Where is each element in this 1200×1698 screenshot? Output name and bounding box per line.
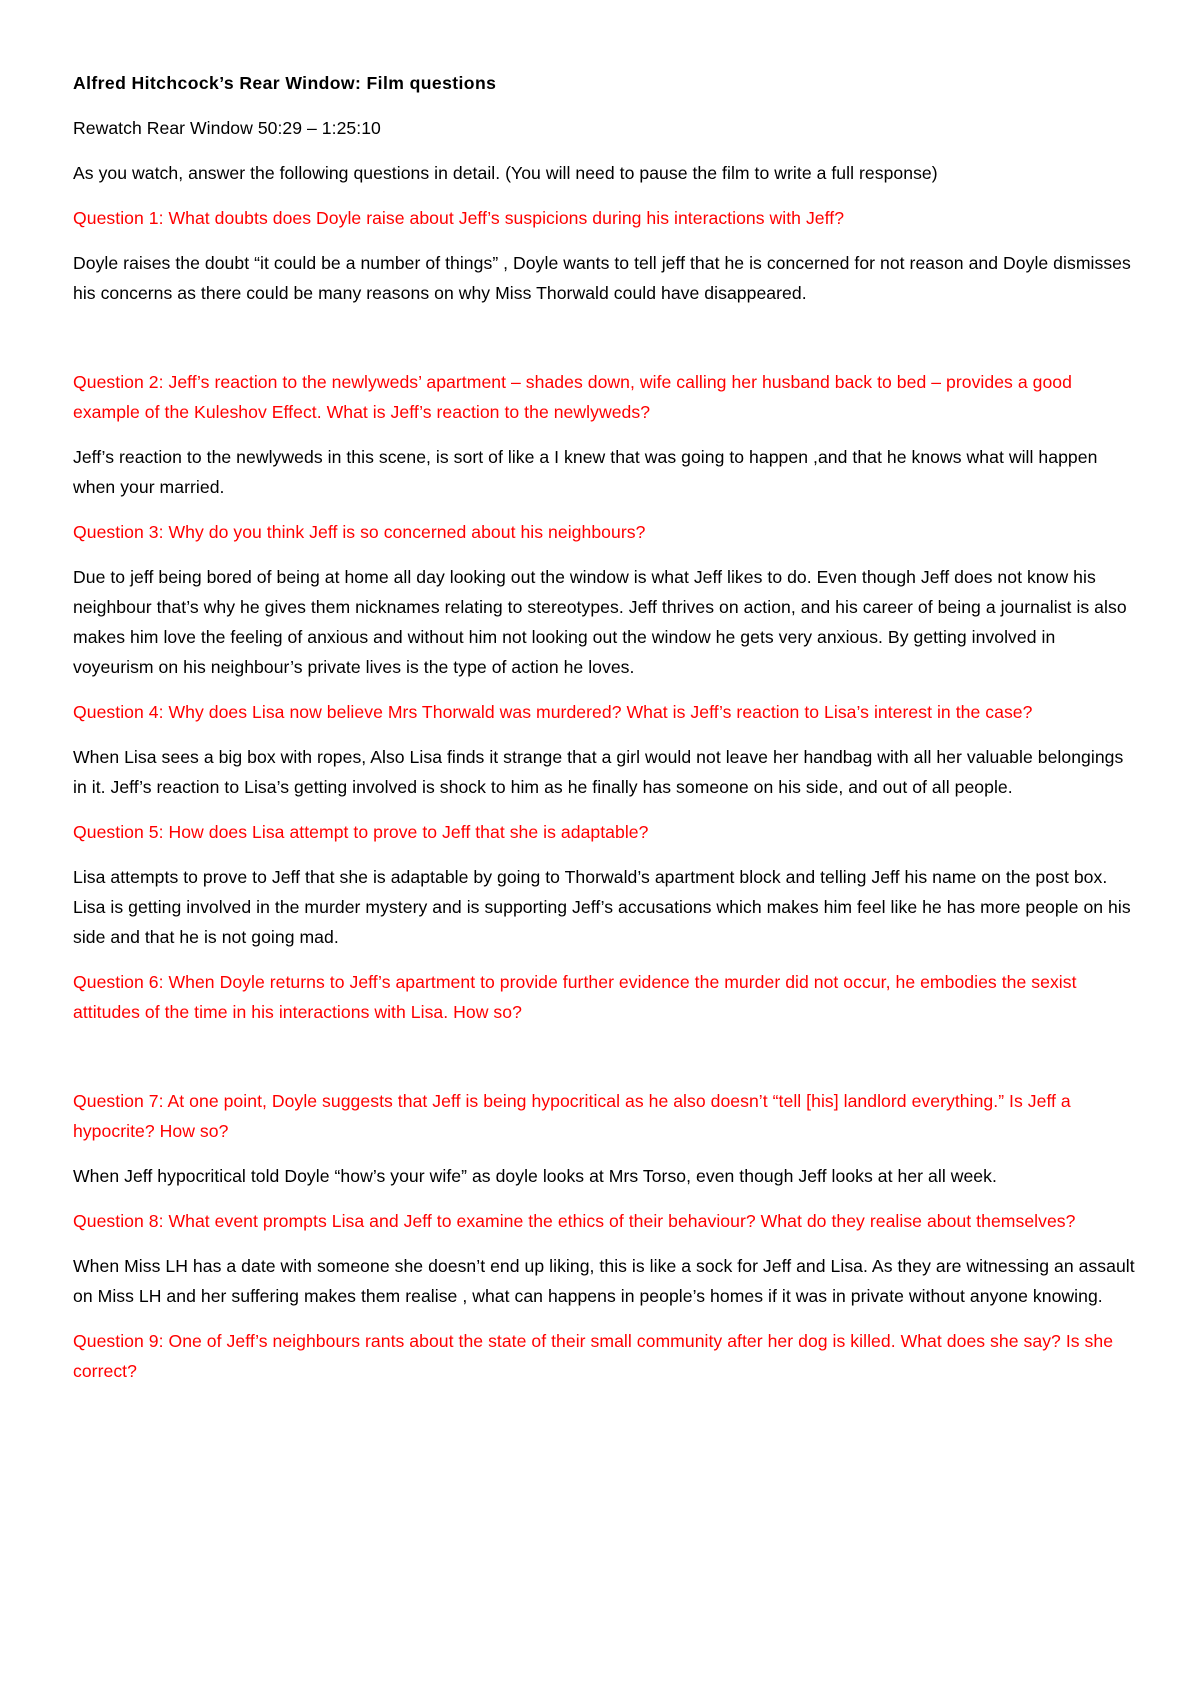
document-title: Alfred Hitchcock’s Rear Window: Film questions	[73, 73, 497, 93]
question-5: Question 5: How does Lisa attempt to prove to Jeff that she is adaptable?	[73, 822, 649, 842]
question-1: Question 1: What doubts does Doyle raise about Jeff’s suspicions during his interactions with Jeff?	[73, 208, 845, 228]
blank-space	[73, 1042, 1138, 1086]
question-4: Question 4: Why does Lisa now believe Mrs Thorwald was murdered? What is Jeff’s reaction to Lisa’s interest in the case?	[73, 702, 1033, 722]
question-7: Question 7: At one point, Doyle suggests that Jeff is being hypocritical as he also doesn’t “tell [his] landlord everything.” Is Jeff a hypocrite? How so?	[73, 1091, 1071, 1141]
question-8: Question 8: What event prompts Lisa and Jeff to examine the ethics of their behaviour? What do they realise about themselves?	[73, 1211, 1076, 1231]
question-9: Question 9: One of Jeff’s neighbours rants about the state of their small community after her dog is killed. What does she say? Is she correct?	[73, 1331, 1114, 1381]
blank-space	[73, 323, 1138, 367]
answer-7: When Jeff hypocritical told Doyle “how’s your wife” as doyle looks at Mrs Torso, even though Jeff looks at her all week.	[73, 1166, 997, 1186]
answer-4: When Lisa sees a big box with ropes, Also Lisa finds it strange that a girl would not leave her handbag with all her valuable belongings in it. Jeff’s reaction to Lisa’s getting involved is shock to him as he finally has someone on his side, and out of all people.	[73, 747, 1124, 797]
question-3: Question 3: Why do you think Jeff is so concerned about his neighbours?	[73, 522, 646, 542]
answer-2: Jeff’s reaction to the newlyweds in this scene, is sort of like a I knew that was going to happen ,and that he knows what will happen when your married.	[73, 447, 1098, 497]
rewatch-instruction: Rewatch Rear Window 50:29 – 1:25:10	[73, 118, 381, 138]
question-2: Question 2: Jeff’s reaction to the newlyweds’ apartment – shades down, wife calling her husband back to bed – provides a good example of the Kuleshov Effect. What is Jeff’s reaction to the newlyweds?	[73, 372, 1072, 422]
watch-instruction: As you watch, answer the following questions in detail. (You will need to pause the film to write a full response)	[73, 163, 938, 183]
document-page	[73, 68, 1138, 1401]
answer-3: Due to jeff being bored of being at home all day looking out the window is what Jeff likes to do. Even though Jeff does not know his neighbour that’s why he gives them nicknames relating to stereotypes. Jeff thrives on action, and his career of being a journalist is also makes him love the feeling of anxious and without him not looking out the window he gets very anxious. By getting involved in voyeurism on his neighbour’s private lives is the type of action he loves.	[73, 567, 1127, 677]
answer-8: When Miss LH has a date with someone she doesn’t end up liking, this is like a sock for Jeff and Lisa. As they are witnessing an assault on Miss LH and her suffering makes them realise , what can happens in people’s homes if it was in private without anyone knowing.	[73, 1256, 1135, 1306]
answer-1: Doyle raises the doubt “it could be a number of things” , Doyle wants to tell jeff that he is concerned for not reason and Doyle dismisses his concerns as there could be many reasons on why Miss Thorwald could have disappeared.	[73, 253, 1131, 303]
answer-5: Lisa attempts to prove to Jeff that she is adaptable by going to Thorwald’s apartment block and telling Jeff his name on the post box. Lisa is getting involved in the murder mystery and is supporting Jeff’s accusations which makes him feel like he has more people on his side and that he is not going mad.	[73, 867, 1131, 947]
question-6: Question 6: When Doyle returns to Jeff’s apartment to provide further evidence the murder did not occur, he embodies the sexist attitudes of the time in his interactions with Lisa. How so?	[73, 972, 1077, 1022]
